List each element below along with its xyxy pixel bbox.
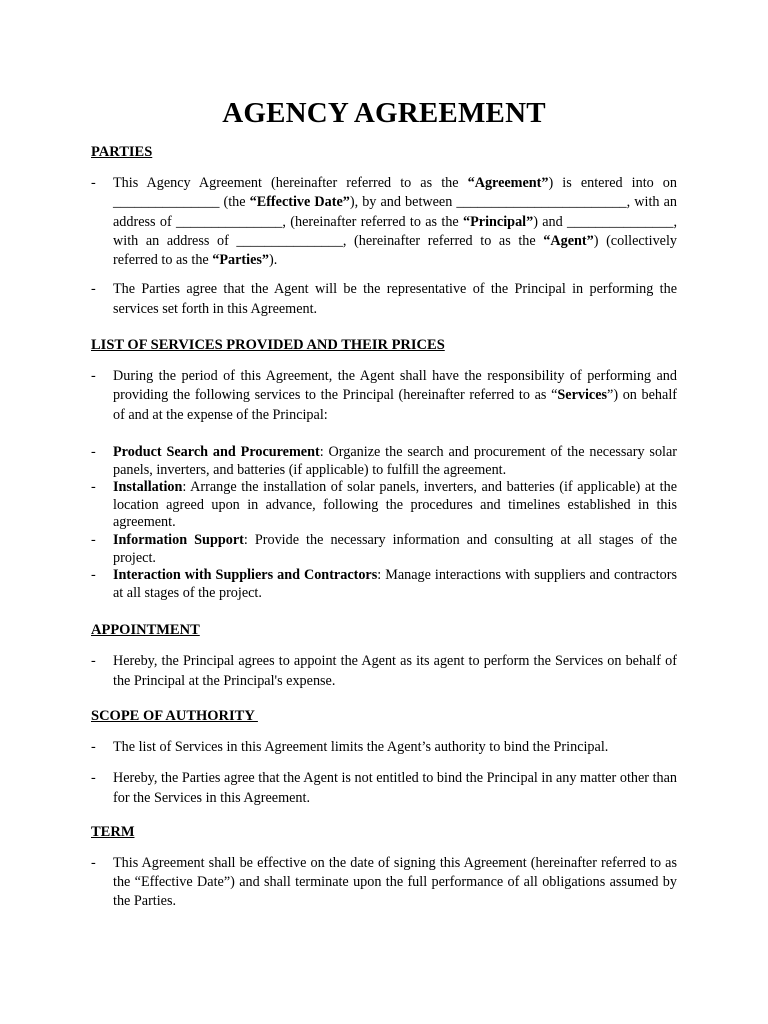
service-name: Interaction with Suppliers and Contractors xyxy=(113,567,378,584)
parties-paragraph-1 xyxy=(91,174,677,270)
text-segment: Hereby, the Parties agree that the Agent is not entitled to bind the Principal in any matter other than for the Services in this Agreement. xyxy=(113,770,677,806)
service-description: : Manage interactions with suppliers and contractors at all stages of the project. xyxy=(113,567,677,601)
service-description: : Provide the necessary information and consulting at all stages of the project. xyxy=(113,531,677,566)
bullet-dash: - xyxy=(91,368,96,385)
service-name: Information Support xyxy=(113,531,244,548)
term-paragraph xyxy=(91,854,677,912)
appointment-paragraph xyxy=(91,652,677,691)
defined-term-agreement: “Agreement” xyxy=(467,175,549,191)
text-segment: This Agency Agreement (hereinafter referred to as the xyxy=(113,175,468,191)
text-segment: This Agreement shall be effective on the date of signing this Agreement (hereinafter referred to as the “Effective Date”) and shall terminate upon the full performance of all obligations assumed by the Parties. xyxy=(113,854,677,910)
text-segment: Hereby, the Principal agrees to appoint the Agent as its agent to perform the Services on behalf of the Principal at the Principal's expense. xyxy=(113,653,677,689)
service-description: : Organize the search and procurement of the necessary solar panels, inverters, and batteries (if applicable) to fulfill the agreement. xyxy=(113,443,677,478)
bullet-dash: - xyxy=(91,653,96,670)
defined-term-services: Services xyxy=(557,387,608,404)
section-heading-parties: PARTIES xyxy=(91,144,153,160)
bullet-dash: - xyxy=(91,175,96,191)
section-heading-appointment: APPOINTMENT xyxy=(91,622,200,639)
text-segment: The list of Services in this Agreement limits the Agent’s authority to bind the Principal. xyxy=(113,738,609,755)
bullet-dash: - xyxy=(91,770,96,787)
defined-term-principal: “Principal” xyxy=(463,213,534,230)
section-heading-scope-of-authority: SCOPE OF AUTHORITY xyxy=(91,707,258,724)
section-heading-services: LIST OF SERVICES PROVIDED AND THEIR PRICES xyxy=(91,337,445,354)
defined-term-agent: “Agent” xyxy=(543,232,594,249)
text-segment: ”) on behalf of and at the expense of the Principal: xyxy=(113,387,677,423)
service-item xyxy=(91,567,677,602)
defined-term-effective-date: “Effective Date” xyxy=(249,194,350,211)
text-segment: ). xyxy=(269,252,278,269)
text-segment: During the period of this Agreement, the Agent shall have the responsibility of performing and providing the following services to the Principal (hereinafter referred to as “ xyxy=(113,368,677,404)
bullet-dash: - xyxy=(91,281,96,298)
services-intro-paragraph xyxy=(91,367,677,425)
bullet-dash: - xyxy=(91,567,96,584)
text-segment: ), by and between ________________________, with an address of _______________, (hereinafter referred to as the xyxy=(113,194,677,230)
document-title: AGENCY AGREEMENT xyxy=(222,97,546,129)
bullet-dash: - xyxy=(91,738,96,755)
scope-paragraph-2 xyxy=(91,769,677,808)
text-segment: ) and _______________, with an address of _______________, (hereinafter referred to as the xyxy=(113,213,677,249)
bullet-dash: - xyxy=(91,479,96,496)
section-heading-term: TERM xyxy=(91,823,135,840)
text-segment: ) is entered into on _______________ (the xyxy=(113,175,677,211)
service-name: Product Search and Procurement xyxy=(113,443,320,460)
parties-paragraph-2 xyxy=(91,280,677,319)
bullet-dash: - xyxy=(91,443,96,460)
text-segment: The Parties agree that the Agent will be the representative of the Principal in performing the services set forth in this Agreement. xyxy=(113,281,677,317)
bullet-dash: - xyxy=(91,854,96,871)
bullet-dash: - xyxy=(91,531,96,548)
service-item xyxy=(91,479,677,532)
service-name: Installation xyxy=(113,479,183,496)
defined-term-parties: “Parties” xyxy=(212,252,269,269)
text-segment: ) (collectively referred to as the xyxy=(113,232,677,269)
service-item xyxy=(91,444,677,479)
service-item xyxy=(91,532,677,567)
service-description: : Arrange the installation of solar panels, inverters, and batteries (if applicable) at the location agreed upon in advance, following the procedures and timelines established in this agreement. xyxy=(113,479,677,531)
scope-paragraph-1 xyxy=(91,738,677,757)
